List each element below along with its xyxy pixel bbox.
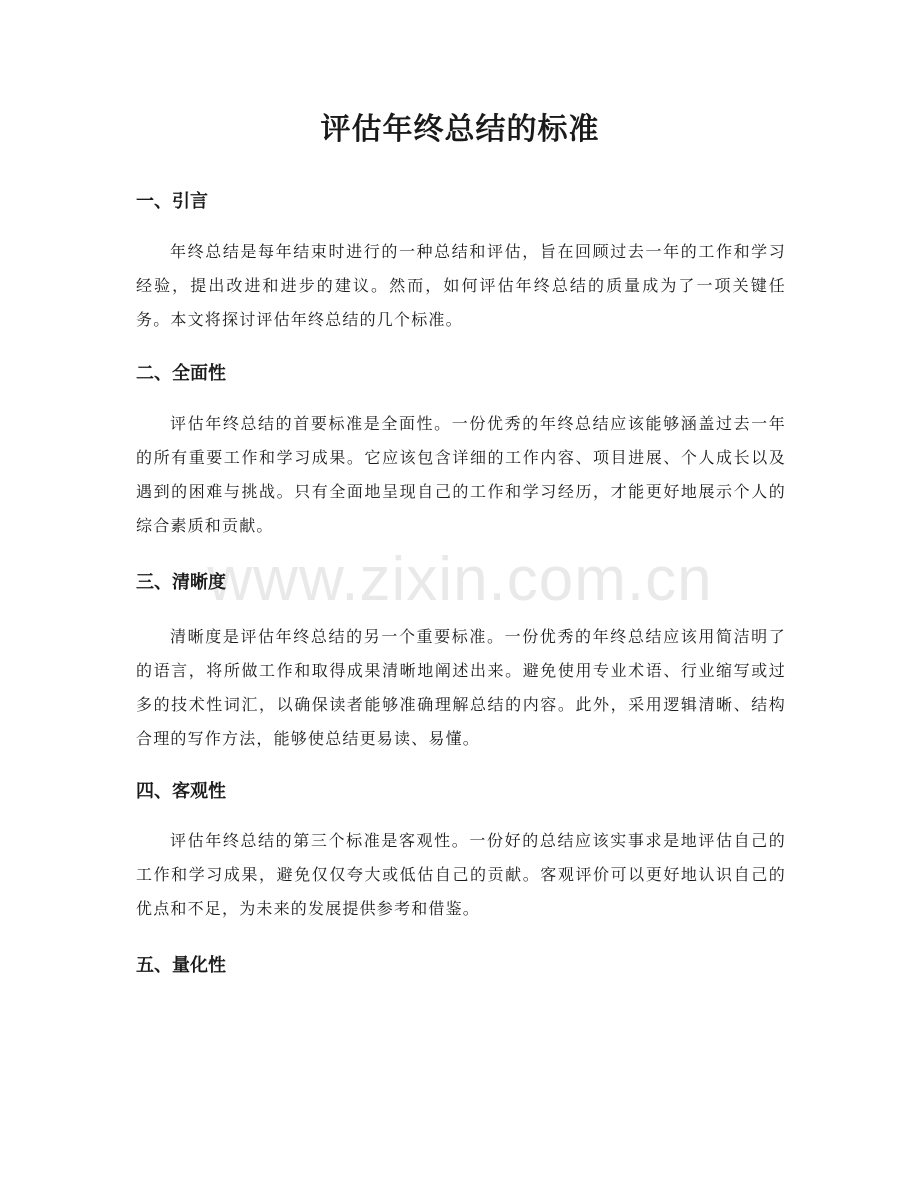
section-heading-objectivity: 四、客观性: [136, 781, 226, 802]
section-paragraph-objectivity: 评估年终总结的第三个标准是客观性。一份好的总结应该实事求是地评估自己的工作和学习成果，避免仅仅夸大或低估自己的贡献。客观评价可以更好地认识自己的优点和不足，为未来的发展提供参考和借鉴。: [136, 831, 786, 918]
section-paragraph-clarity: 清晰度是评估年终总结的另一个重要标准。一份优秀的年终总结应该用简洁明了的语言，将所做工作和取得成果清晰地阐述出来。避免使用专业术语、行业缩写或过多的技术性词汇，以确保读者能够准确理解总结的内容。此外，采用逻辑清晰、结构合理的写作方法，能够使总结更易读、易懂。: [136, 627, 786, 748]
document-title: 评估年终总结的标准: [320, 112, 600, 147]
section-heading-clarity: 三、清晰度: [136, 572, 226, 593]
section-paragraph-comprehensiveness: 评估年终总结的首要标准是全面性。一份优秀的年终总结应该能够涵盖过去一年的所有重要工作和学习成果。它应该包含详细的工作内容、项目进展、个人成长以及遇到的困难与挑战。只有全面地呈现自己的工作和学习经历，才能更好地展示个人的综合素质和贡献。: [136, 414, 786, 535]
section-heading-comprehensiveness: 二、全面性: [136, 363, 226, 384]
watermark-text: www.zixin.com.cn: [207, 545, 713, 614]
section-heading-introduction: 一、引言: [136, 191, 208, 212]
section-paragraph-introduction: 年终总结是每年结束时进行的一种总结和评估，旨在回顾过去一年的工作和学习经验，提出改进和进步的建议。然而，如何评估年终总结的质量成为了一项关键任务。本文将探讨评估年终总结的几个标准。: [136, 242, 786, 329]
section-heading-quantifiability: 五、量化性: [136, 955, 226, 976]
